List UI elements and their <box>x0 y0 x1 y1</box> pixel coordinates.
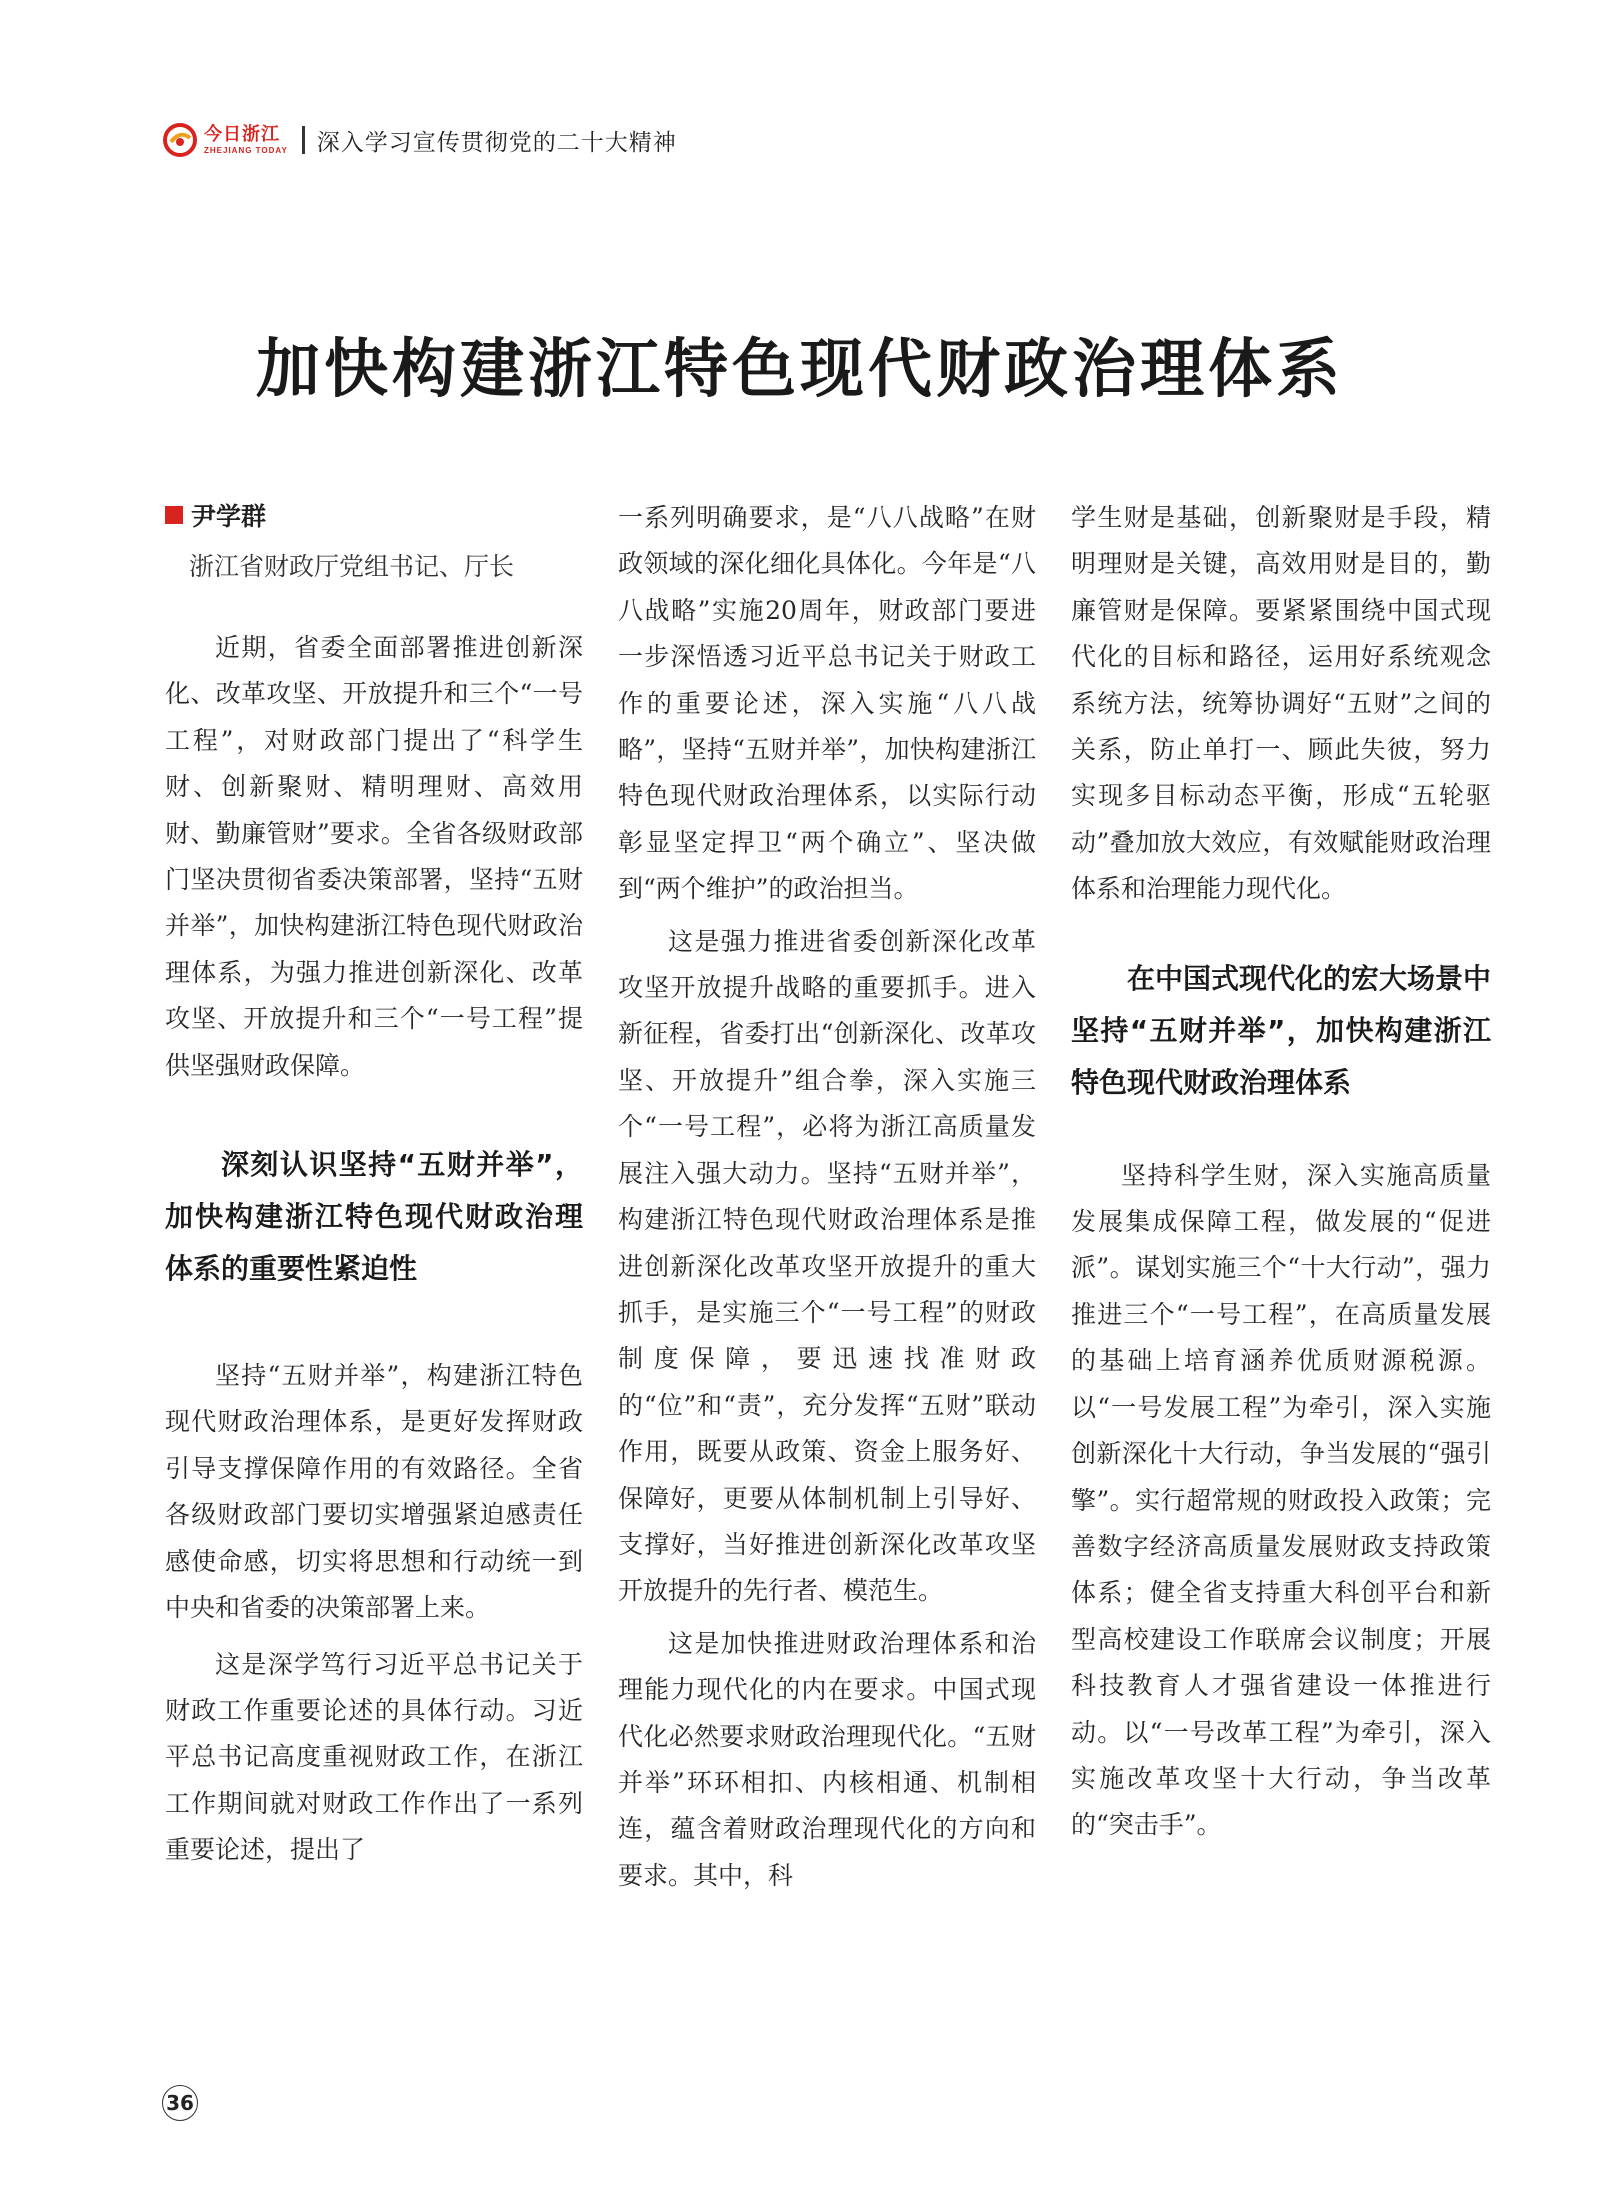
paragraph-5-continued: 学生财是基础，创新聚财是手段，精明理财是关键，高效用财是目的，勤廉管财是保障。要紧紧围绕中国式现代化的目标和路径，运用好系统观念系统方法，统筹协调好“五财”之间的关系，防止单打一、顾此失彼，努力实现多目标动态平衡，形成“五轮驱动”叠加放大效应，有效赋能财政治理体系和治理能力现代化。 <box>1071 503 1491 904</box>
column-1 <box>165 495 583 1874</box>
author-line <box>165 495 583 535</box>
article-title: 加快构建浙江特色现代财政治理体系 <box>256 332 1344 407</box>
paragraph-5-start: 这是加快推进财政治理体系和治理能力现代化的内在要求。中国式现代化必然要求财政治理现代化。“五财并举”环环相扣、内核相通、机制相连，蕴含着财政治理现代化的方向和要求。其中，科 <box>618 1628 1036 1890</box>
paragraph-3-continued: 一系列明确要求，是“八八战略”在财政领域的深化细化具体化。今年是“八八战略”实施20周年，财政部门要进一步深悟透习近平总书记关于财政工作的重要论述，深入实施“八八战略”，坚持“五财并举”，加快构建浙江特色现代财政治理体系，以实际行动彰显坚定捍卫“两个确立”、坚决做到“两个维护”的政治担当。 <box>618 503 1036 904</box>
zhejiang-today-logo <box>162 122 288 158</box>
author-marker <box>165 506 183 524</box>
author-name: 尹学群 <box>191 502 267 531</box>
paragraph-intro: 近期，省委全面部署推进创新深化、改革攻坚、开放提升和三个“一号工程”，对财政部门提出了“科学生财、创新聚财、精明理财、高效用财、勤廉管财”要求。全省各级财政部门坚决贯彻省委决策部署，坚持“五财并举”，加快构建浙江特色现代财政治理体系，为强力推进创新深化、改革攻坚、开放提升和三个“一号工程”提供坚强财政保障。 <box>165 633 583 1080</box>
logo-chinese-text: 今日浙江 <box>204 123 280 145</box>
paragraph-3-start: 这是深学笃行习近平总书记关于财政工作重要论述的具体行动。习近平总书记高度重视财政工作，在浙江工作期间就对财政工作作出了一系列重要论述，提出了 <box>165 1649 583 1865</box>
section-heading-2: 在中国式现代化的宏大场景中坚持“五财并举”，加快构建浙江特色现代财政治理体系 <box>1071 961 1492 1099</box>
paragraph-4: 这是强力推进省委创新深化改革攻坚开放提升战略的重要抓手。进入新征程，省委打出“创新深化、改革攻坚、开放提升”组合拳，深入实施三个“一号工程”，必将为浙江高质量发展注入强大动力。坚持“五财并举”，构建浙江特色现代财政治理体系是推进创新深化改革攻坚开放提升的重大抓手，是实施三个“一号工程”的财政制度保障，要迅速找准财政的“位”和“责”，充分发挥“五财”联动作用，既要从政策、资金上服务好、保障好，更要从体制机制上引导好、支撑好，当好推进创新深化改革攻坚开放提升的先行者、模范生。 <box>618 926 1036 1606</box>
header-divider <box>302 126 305 154</box>
logo-swirl-icon <box>162 122 198 158</box>
paragraph-6: 坚持科学生财，深入实施高质量发展集成保障工程，做发展的“促进派”。谋划实施三个“十大行动”，强力推进三个“一号工程”，在高质量发展的基础上培育涵养优质财源税源。以“一号发展工程”为牵引，深入实施创新深化十大行动，争当发展的“强引擎”。实行超常规的财政投入政策；完善数字经济高质量发展财政支持政策体系；健全省支持重大科创平台和新型高校建设工作联席会议制度；开展科技教育人才强省建设一体推进行动。以“一号改革工程”为牵引，深入实施改革攻坚十大行动，争当改革的“突击手”。 <box>1071 1160 1491 1840</box>
author-role: 浙江省财政厅党组书记、厅长 <box>189 552 515 581</box>
section-heading-1: 深刻认识坚持“五财并举”，加快构建浙江特色现代财政治理体系的重要性紧迫性 <box>165 1148 583 1286</box>
page-number: 36 <box>162 2085 198 2121</box>
column-title: 深入学习宣传贯彻党的二十大精神 <box>316 129 677 156</box>
column-2 <box>618 495 1036 1899</box>
page-header <box>162 118 677 162</box>
column-3 <box>1071 495 1491 1849</box>
logo-english-text: ZHEJIANG TODAY <box>204 145 288 155</box>
paragraph-2: 坚持“五财并举”，构建浙江特色现代财政治理体系，是更好发挥财政引导支撑保障作用的有效路径。全省各级财政部门要切实增强紧迫感责任感使命感，切实将思想和行动统一到中央和省委的决策部署上来。 <box>165 1361 583 1623</box>
